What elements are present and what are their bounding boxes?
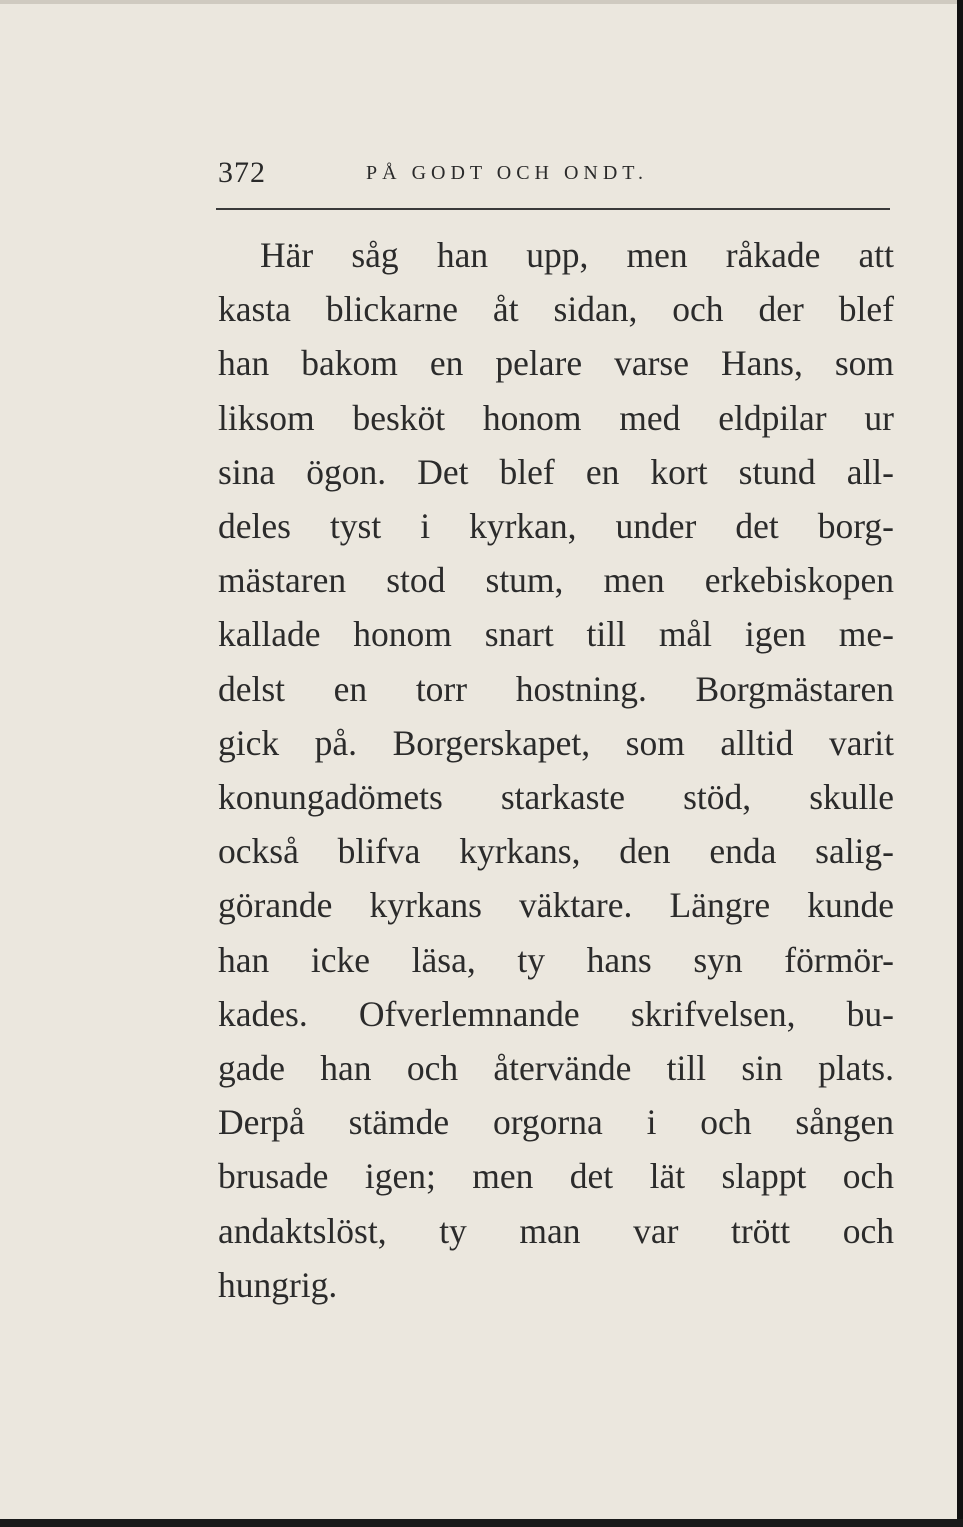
text-line: liksom besköt honom med eldpilar ur bbox=[218, 397, 894, 438]
header-rule bbox=[216, 208, 890, 210]
text-line: han icke läsa, ty hans syn förmör- bbox=[218, 939, 894, 980]
text-line: brusade igen; men det lät slappt och bbox=[218, 1156, 894, 1197]
text-line: gick på. Borgerskapet, som alltid varit bbox=[218, 722, 894, 763]
text-line: deles tyst i kyrkan, under det borg- bbox=[218, 506, 894, 547]
page-number: 372 bbox=[218, 156, 266, 189]
page-top-edge bbox=[0, 0, 963, 4]
text-line: gade han och återvände till sin plats. bbox=[218, 1048, 894, 1089]
text-line: kades. Ofverlemnande skrifvelsen, bu- bbox=[218, 993, 894, 1034]
text-line: konungadömets starkaste stöd, skulle bbox=[218, 777, 894, 818]
text-line: Derpå stämde orgorna i och sången bbox=[218, 1102, 894, 1143]
body-paragraph bbox=[218, 228, 894, 1312]
text-line: också blifva kyrkans, den enda salig- bbox=[218, 831, 894, 872]
text-line: kallade honom snart till mål igen me- bbox=[218, 614, 894, 655]
text-line: delst en torr hostning. Borgmästaren bbox=[218, 668, 894, 709]
text-line: hungrig. bbox=[218, 1264, 338, 1305]
page-bottom-edge bbox=[0, 1519, 963, 1527]
text-line: görande kyrkans väktare. Längre kunde bbox=[218, 885, 894, 926]
text-line: han bakom en pelare varse Hans, som bbox=[218, 343, 894, 384]
text-line: Här såg han upp, men råkade att bbox=[260, 235, 894, 275]
text-line: sina ögon. Det blef en kort stund all- bbox=[218, 451, 894, 492]
text-line: andaktslöst, ty man var trött och bbox=[218, 1210, 894, 1251]
page-right-edge-shadow bbox=[957, 0, 963, 1527]
text-line: kasta blickarne åt sidan, och der blef bbox=[218, 289, 894, 330]
running-head: PÅ GODT OCH ONDT. bbox=[366, 162, 649, 184]
page-header bbox=[218, 150, 890, 200]
text-line: mästaren stod stum, men erkebiskopen bbox=[218, 560, 894, 601]
